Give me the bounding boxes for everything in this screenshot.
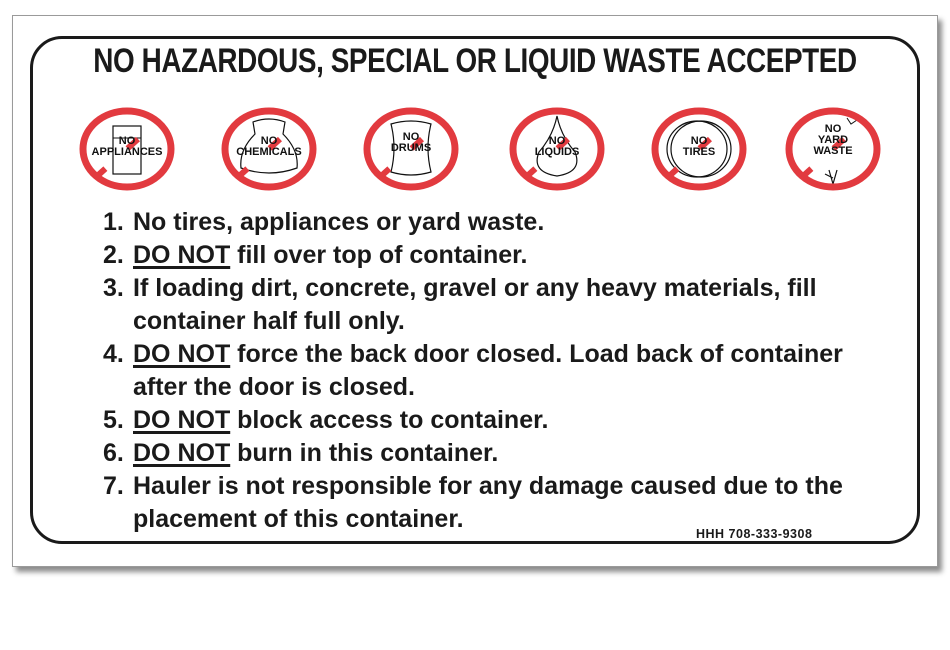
rule-item: 1. No tires, appliances or yard waste. <box>103 208 545 236</box>
rule-item: 4. DO NOT force the back door closed. Load back of container after the door is closed. <box>103 340 843 401</box>
no-liquids-icon <box>505 106 609 192</box>
rules-list <box>103 206 903 536</box>
no-chemicals-icon <box>217 106 321 192</box>
footer-phone: HHH 708-333-9308 <box>696 527 813 541</box>
no-yard-waste-icon <box>781 106 885 192</box>
rule-item: 6. DO NOT burn in this container. <box>103 439 499 467</box>
rule-item: 5. DO NOT block access to container. <box>103 406 549 434</box>
icon-label: NO APPLIANCES <box>91 135 163 158</box>
rule-item: 2. DO NOT fill over top of container. <box>103 241 528 269</box>
icon-label: NO LIQUIDS <box>534 135 580 158</box>
icon-label: NO YARD WASTE <box>813 123 853 157</box>
sign-title: NO HAZARDOUS, SPECIAL OR LIQUID WASTE ACCEPTED <box>93 42 857 80</box>
rule-item: 3. If loading dirt, concrete, gravel or any heavy materials, fill container half full only. <box>103 274 817 335</box>
icon-label: NO CHEMICALS <box>236 135 302 158</box>
icon-label: NO TIRES <box>682 135 716 158</box>
icon-label: NO DRUMS <box>390 131 432 154</box>
no-appliances-icon <box>75 106 179 192</box>
no-tires-icon <box>647 106 751 192</box>
prohibition-icons-row <box>75 106 885 196</box>
rule-item: 7. Hauler is not responsible for any damage caused due to the placement of this container. <box>103 472 843 533</box>
no-drums-icon <box>359 106 463 192</box>
